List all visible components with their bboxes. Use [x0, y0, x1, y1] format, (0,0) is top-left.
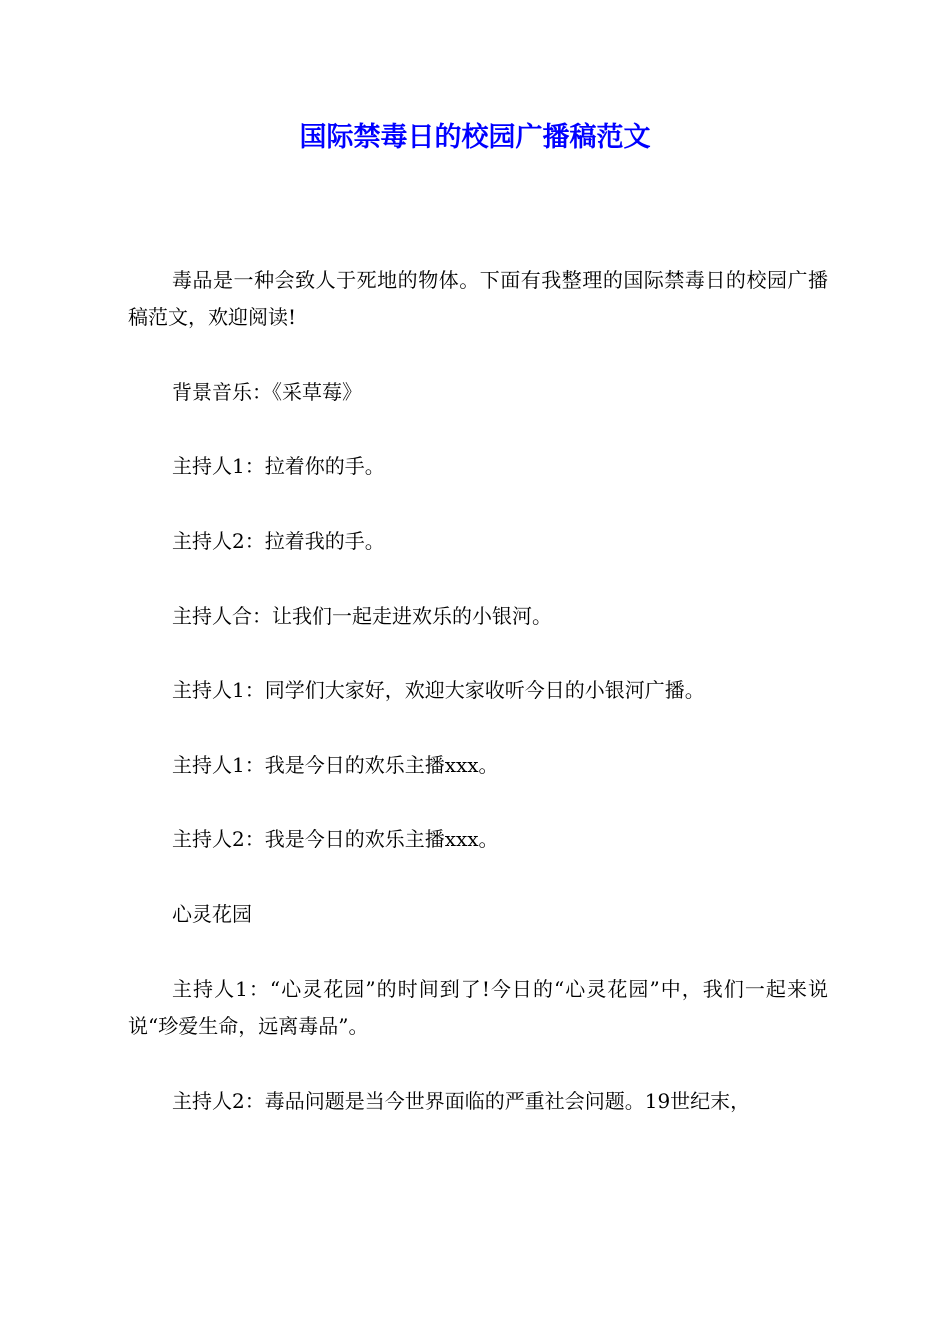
paragraph-host2-intro: 主持人2：我是今日的欢乐主播xxx。	[172, 827, 499, 852]
paragraph-host1-heart-garden: 主持人1：“心灵花园”的时间到了!今日的“心灵花园”中，我们一起来说说“珍爱生命，远离毒品”。	[128, 976, 828, 1038]
paragraph-host1-welcome: 主持人1：同学们大家好，欢迎大家收听今日的小银河广播。	[172, 678, 705, 703]
document-body	[128, 262, 828, 1157]
section-heading-heart-garden: 心灵花园	[172, 902, 252, 927]
paragraph-host2-line1: 主持人2：拉着我的手。	[172, 529, 385, 554]
paragraph-background-music: 背景音乐：《采草莓》	[172, 379, 362, 404]
document-title: 国际禁毒日的校园广播稿范文	[299, 122, 651, 153]
paragraph-host1-intro: 主持人1：我是今日的欢乐主播xxx。	[172, 752, 499, 777]
paragraph-host1-line1: 主持人1：拉着你的手。	[172, 454, 385, 479]
paragraph-host2-drug-problem: 主持人2：毒品问题是当今世界面临的严重社会问题。19世纪末，	[172, 1088, 751, 1113]
paragraph-hosts-together: 主持人合：让我们一起走进欢乐的小银河。	[172, 603, 552, 628]
paragraph-intro: 毒品是一种会致人于死地的物体。下面有我整理的国际禁毒日的校园广播稿范文，欢迎阅读!	[128, 268, 828, 330]
